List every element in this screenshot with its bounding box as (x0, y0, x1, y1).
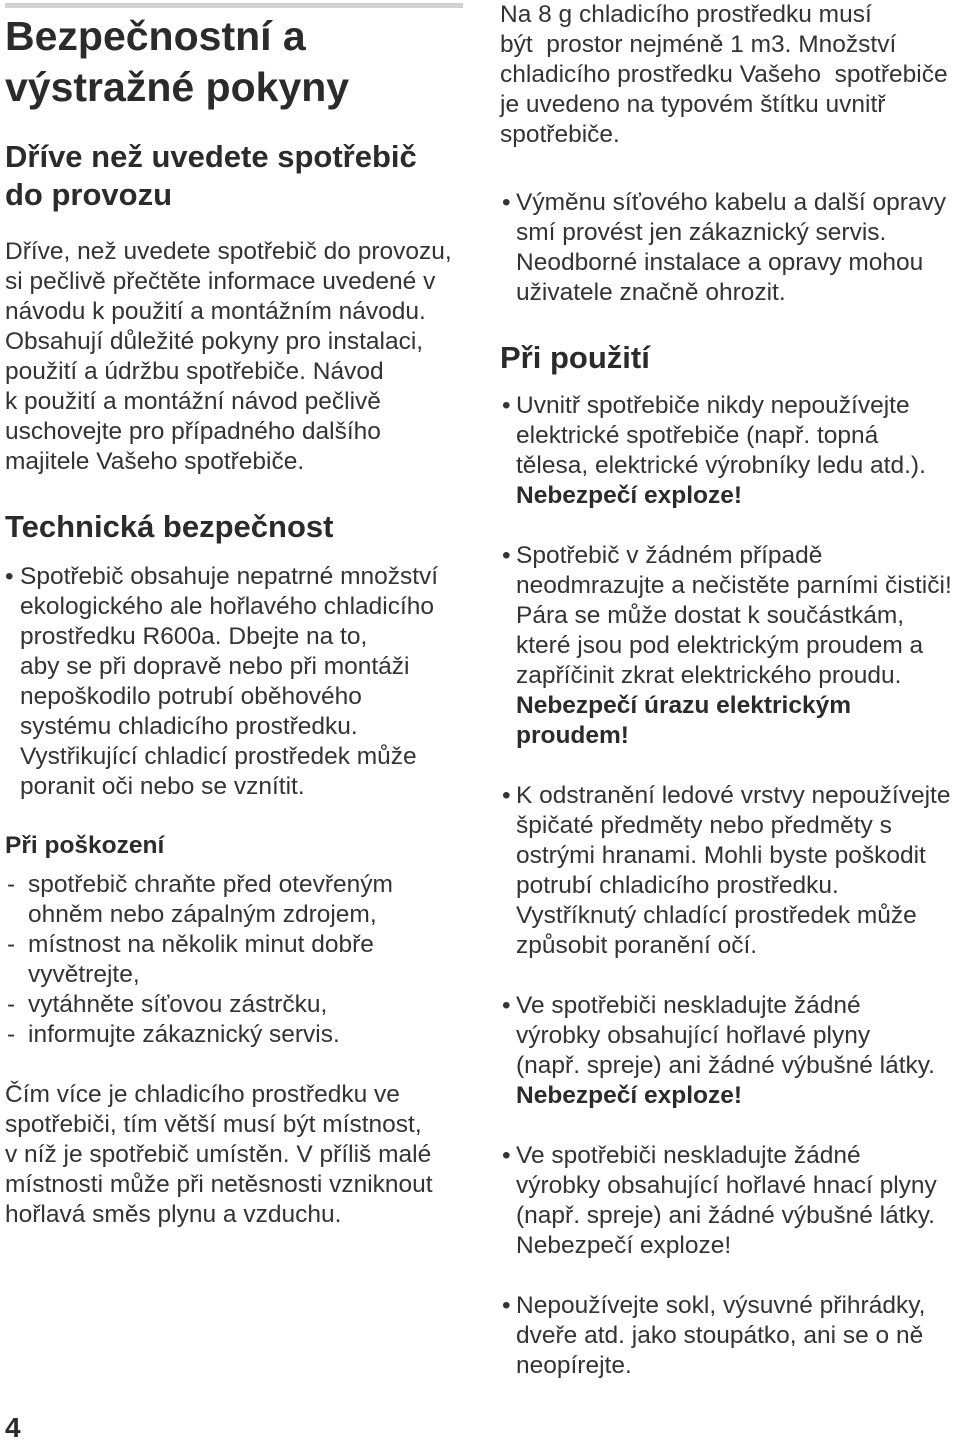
bullet-text-line: • K odstranění ledové vrstvy nepoužívejte (516, 782, 951, 809)
usage-bullet (500, 1141, 960, 1261)
bullet-text-line: výrobky obsahující hořlavé hnací plyny (516, 1172, 937, 1199)
damage-step (5, 1020, 463, 1050)
bullet-text-line: neodmrazujte a nečistěte parními čističi! (516, 572, 952, 599)
room-text-line: místnosti může při netěsnosti vzniknout (5, 1171, 433, 1198)
usage-bullet (500, 541, 960, 751)
bullet-text-line: • Spotřebič v žádném případě (516, 542, 823, 569)
bullet-text-line: elektrické spotřebiče (např. topná (516, 422, 879, 449)
bullet-text-line: • Výměnu síťového kabelu a další opravy (516, 189, 947, 216)
bullet-text-line: ekologického ale hořlavého chladicího (20, 593, 435, 620)
bullet-text-line: špičaté předměty nebo předměty s (516, 812, 892, 839)
bullet-text-line: nepoškodilo potrubí oběhového (20, 683, 362, 710)
damage-heading-text: Při poškození (5, 832, 165, 859)
bullet-text-line: • Spotřebič obsahuje nepatrné množství (20, 563, 439, 590)
room-text-line: hořlavá směs plynu a vzduchu. (5, 1201, 342, 1228)
intro-heading-line: do provozu (5, 177, 173, 212)
refrigerant-amount-paragraph (500, 0, 960, 150)
page-title (5, 11, 463, 113)
intro-text-line: si pečlivě přečtěte informace uvedené v (5, 268, 436, 295)
bullet-text-line: aby se při dopravě nebo při montáži (20, 653, 410, 680)
bullet-text-line: výrobky obsahující hořlavé plyny (516, 1022, 871, 1049)
damage-heading (5, 831, 463, 861)
intro-text-line: Obsahují důležité pokyny pro instalaci, (5, 328, 424, 355)
warning-text-line: Nebezpečí exploze! (516, 482, 743, 509)
bullet-text-line: zapříčinit zkrat elektrického proudu. (516, 662, 902, 689)
bullet-text-line: tělesa, elektrické výrobníky ledu atd.). (516, 452, 926, 479)
refrigerant-bullet (5, 562, 463, 802)
bullet-text-line: Vystřikující chladicí prostředek může (20, 743, 417, 770)
bullet-text-line: ostrými hranami. Mohli byste poškodit (516, 842, 926, 869)
usage-bullet (500, 1291, 960, 1381)
bullet-text-line: • Ve spotřebiči neskladujte žádné (516, 992, 861, 1019)
bullet-text-line: systému chladicího prostředku. (20, 713, 358, 740)
damage-step-line: - místnost na několik minut dobře (28, 931, 374, 958)
damage-step (5, 930, 463, 990)
refrigerant-text-line: Na 8 g chladicího prostředku musí (500, 1, 872, 28)
bullet-text-line: Pára se může dostat k součástkám, (516, 602, 905, 629)
usage-bullet (500, 991, 960, 1111)
intro-text-line: uschovejte pro případného dalšího (5, 418, 381, 445)
room-text-line: v níž je spotřebič umístěn. V příliš malé (5, 1141, 432, 1168)
bullet-text-line: prostředku R600a. Dbejte na to, (20, 623, 368, 650)
usage-heading (500, 339, 960, 377)
damage-step-line: vyvětrejte, (28, 961, 140, 988)
intro-text-line: majitele Vašeho spotřebiče. (5, 448, 305, 475)
bullet-text-line: poranit oči nebo se vznítit. (20, 773, 305, 800)
bullet-text-line: neopírejte. (516, 1352, 632, 1379)
usage-bullet (500, 391, 960, 511)
service-bullet (500, 188, 960, 308)
bullet-text-line: smí provést jen zákaznický servis. (516, 219, 887, 246)
bullet-text-line: uživatele značně ohrozit. (516, 279, 786, 306)
intro-text-line: Dříve, než uvedete spotřebič do provozu, (5, 238, 452, 265)
bullet-text-line: (např. spreje) ani žádné výbušné látky. (516, 1052, 935, 1079)
warning-text-line: Nebezpečí exploze! (516, 1082, 743, 1109)
damage-steps-list (5, 870, 463, 1050)
bullet-text-line: Neodborné instalace a opravy mohou (516, 249, 924, 276)
page-number: 4 (5, 1412, 21, 1443)
room-text-line: Čím více je chladicího prostředku ve (5, 1081, 400, 1108)
bullet-text-line: (např. spreje) ani žádné výbušné látky. (516, 1202, 935, 1229)
intro-heading-line: Dříve než uvedete spotřebič (5, 139, 417, 174)
intro-heading (5, 138, 463, 214)
damage-step-line: - informujte zákaznický servis. (28, 1021, 340, 1048)
bullet-text-line: způsobit poranění očí. (516, 932, 758, 959)
page-title-line: Bezpečnostní a (5, 13, 306, 59)
bullet-text-line: Nebezpečí exploze! (516, 1232, 732, 1259)
room-size-paragraph (5, 1080, 463, 1230)
bullet-text-line: dveře atd. jako stoupátko, ani se o ně (516, 1322, 924, 1349)
top-divider (5, 3, 463, 8)
bullet-text-line: • Ve spotřebiči neskladujte žádné (516, 1142, 861, 1169)
damage-step-line: - spotřebič chraňte před otevřeným (28, 871, 393, 898)
bullet-text-line: Vystříknutý chladící prostředek může (516, 902, 917, 929)
damage-step (5, 870, 463, 930)
bullet-text-line: potrubí chladicího prostředku. (516, 872, 839, 899)
refrigerant-text-line: být prostor nejméně 1 m3. Množství (500, 31, 897, 58)
warning-text-line: proudem! (516, 722, 629, 749)
damage-step (5, 990, 463, 1020)
intro-text-line: návodu k použití a montážním návodu. (5, 298, 426, 325)
room-text-line: spotřebiči, tím větší musí být místnost, (5, 1111, 422, 1138)
intro-text-line: použití a údržbu spotřebiče. Návod (5, 358, 384, 385)
intro-text-line: k použití a montážní návod pečlivě (5, 388, 381, 415)
bullet-text-line: které jsou pod elektrickým proudem a (516, 632, 924, 659)
bullet-text-line: • Nepoužívejte sokl, výsuvné přihrádky, (516, 1292, 926, 1319)
intro-paragraph (5, 237, 463, 477)
refrigerant-text-line: chladicího prostředku Vašeho spotřebiče (500, 61, 948, 88)
usage-heading-text: Při použití (500, 340, 650, 375)
page-title-line: výstražné pokyny (5, 64, 350, 110)
bullet-text-line: • Uvnitř spotřebiče nikdy nepoužívejte (516, 392, 910, 419)
damage-step-line: - vytáhněte síťovou zástrčku, (28, 991, 328, 1018)
usage-bullet (500, 781, 960, 961)
technical-safety-heading-text: Technická bezpečnost (5, 509, 334, 544)
warning-text-line: Nebezpečí úrazu elektrickým (516, 692, 851, 719)
refrigerant-text-line: spotřebiče. (500, 121, 620, 148)
technical-safety-heading (5, 508, 463, 546)
refrigerant-text-line: je uvedeno na typovém štítku uvnitř (500, 91, 886, 118)
damage-step-line: ohněm nebo zápalným zdrojem, (28, 901, 377, 928)
